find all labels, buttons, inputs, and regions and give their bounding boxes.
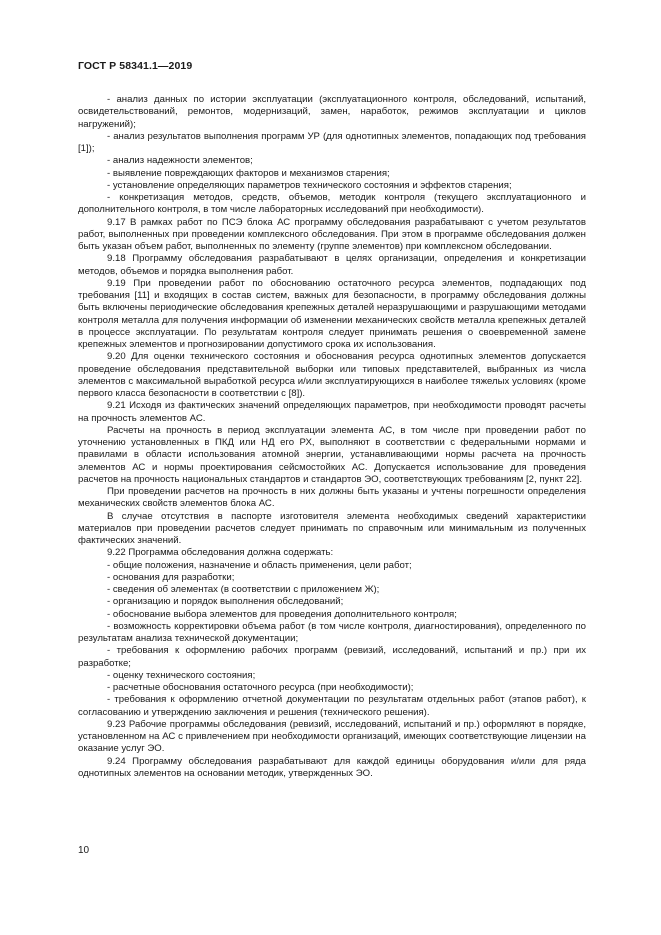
paragraph: 9.24 Программу обследования разрабатывают для каждой единицы оборудования и/или для ряда однотипных элементов на основании методик, утвержденных ЭО. [78, 755, 586, 779]
paragraph: - оценку технического состояния; [107, 669, 256, 681]
paragraph: - анализ надежности элементов; [107, 155, 253, 167]
paragraph: - обоснование выбора элементов для проведения дополнительного контроля; [107, 608, 457, 620]
paragraph: - конкретизация методов, средств, объемов, методик контроля (текущего эксплуатационного и дополнительного контроля, в том числе лабораторных исследований при необходимости). [78, 192, 586, 216]
paragraph: - анализ данных по истории эксплуатации (эксплуатационного контроля, обследований, испытаний, освидетельствований, ремонтов, модернизаций, замен, наработок, режимов эксплуатации и циклов нагружений); [78, 94, 586, 130]
paragraph: Расчеты на прочность в период эксплуатации элемента АС, в том числе при проведении работ по уточнению установленных в ПКД или НД его РХ, выполняют в соответствии с федеральными нормами и правилами в области использования атомной энергии, устанавливающими нормы расчета на прочность элементов АС и нормы проектирования сейсмостойких АС. Допускается использование для проведения расчетов на прочность национальных стандартов и стандартов ЭО, соответствующих требованиям [2, пункт 22]. [78, 424, 586, 485]
paragraph: - общие положения, назначение и область применения, цели работ; [107, 559, 412, 571]
paragraph: 9.21 Исходя из фактических значений определяющих параметров, при необходимости проводят расчеты на прочность элементов АС. [78, 400, 586, 424]
paragraph: - установление определяющих параметров технического состояния и эффектов старения; [107, 179, 512, 191]
paragraph: - требования к оформлению отчетной документации по результатам отдельных работ (этапов работ), к согласованию и утверждению заключения и решения (технического решения). [78, 694, 586, 718]
page-number: 10 [78, 845, 90, 856]
paragraph: 9.19 При проведении работ по обоснованию остаточного ресурса элементов, подпадающих под требования [11] и входящих в состав систем, важных для безопасности, в программу обследования должны быть включены периодические обследования крепежных деталей неразрушающими и разрушающими методами контроля металла для получения информации об изменении механических свойств металла крепежных деталей в процессе эксплуатации. По результатам контроля следует принимать решения о своевременной замене крепежных элементов и прогнозировании допустимого срока их использования. [78, 277, 586, 350]
paragraph: - требования к оформлению рабочих программ (ревизий, исследований, испытаний и пр.) при их разработке; [78, 645, 586, 669]
document-body [78, 94, 586, 780]
paragraph: 9.18 Программу обследования разрабатывают в целях организации, определения и конкретизации методов, объемов и порядка выполнения работ. [78, 253, 586, 277]
paragraph: - анализ результатов выполнения программ УР (для однотипных элементов, попадающих под требования [1]); [78, 130, 586, 154]
paragraph: - сведения об элементах (в соответствии с приложением Ж); [107, 584, 380, 595]
paragraph: 9.17 В рамках работ по ПСЭ блока АС программу обследования разрабатывают с учетом результатов работ, выполненных при проведении комплексного обследования. При этом в программе обследования должен быть указан объем работ, выполненных по элементу (группе элементов) при комплексном обследовании. [78, 216, 586, 252]
paragraph: - основания для разработки; [107, 571, 235, 583]
paragraph: В случае отсутствия в паспорте изготовителя элемента необходимых сведений характеристики материалов при проведении расчетов следует принимать по справочным или минимальным из полученных фактических значений. [78, 510, 586, 546]
paragraph: 9.22 Программа обследования должна содержать: [107, 547, 334, 559]
paragraph: - организацию и порядок выполнения обследований; [107, 596, 344, 608]
document-code-header: ГОСТ Р 58341.1—2019 [78, 60, 193, 72]
paragraph: 9.23 Рабочие программы обследования (ревизий, исследований, испытаний и пр.) оформляют в порядке, установленном на АС с привлечением при необходимости организаций, имеющих соответствующие лицензии на оказание услуг ЭО. [78, 718, 586, 755]
paragraph: - возможность корректировки объема работ (в том числе контроля, диагностирования), определенного по результатам анализа технической документации; [78, 620, 586, 644]
paragraph: - выявление повреждающих факторов и механизмов старения; [107, 167, 390, 179]
paragraph: При проведении расчетов на прочность в них должны быть указаны и учтены погрешности определения механических свойств элементов блока АС. [78, 486, 586, 510]
paragraph: 9.20 Для оценки технического состояния и обоснования ресурса однотипных элементов допускается проведение обследования представительной выборки или типовых представителей, выбранных из числа элементов с максимальной выработкой ресурса и/или эксплуатирующихся в наиболее тяжелых условиях (кроме первого класса безопасности в соответствии с [8]). [78, 351, 586, 399]
paragraph: - расчетные обоснования остаточного ресурса (при необходимости); [107, 682, 414, 693]
